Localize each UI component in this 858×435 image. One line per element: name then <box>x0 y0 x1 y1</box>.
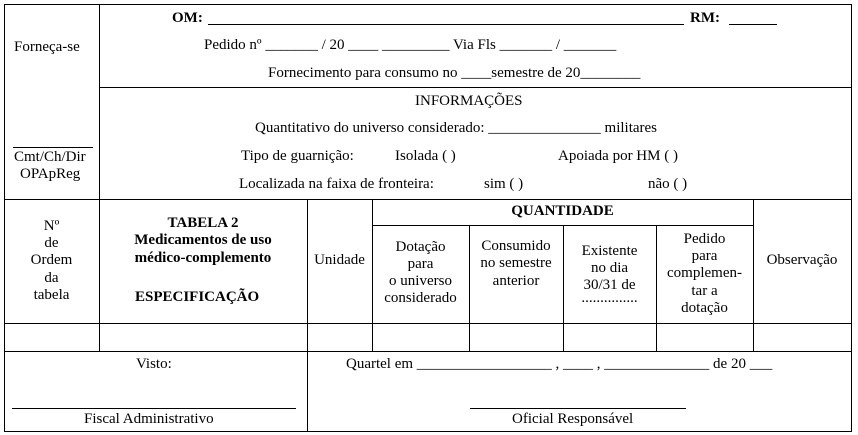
col-dotacao-line: o universo <box>389 273 452 289</box>
informacoes-title: INFORMAÇÕES <box>415 93 523 109</box>
col-ordem-line: tabela <box>33 286 70 303</box>
col-ordem-line: da <box>44 269 59 286</box>
col-pedido-line: Pedido <box>683 230 726 247</box>
apoiada-option: Apoiada por HM ( ) <box>558 148 678 164</box>
tabela-title: TABELA 2 <box>167 215 239 231</box>
col-pedido-line: para <box>691 248 718 265</box>
quantidade-header: QUANTIDADE <box>511 203 614 220</box>
nao-option: não ( ) <box>648 176 688 192</box>
om-line <box>208 24 684 25</box>
fornecimento-line: Fornecimento para consumo no ____semestre de 20________ <box>268 65 641 81</box>
col-pedido-line: tar a <box>691 282 718 299</box>
col-dotacao-header <box>372 235 469 311</box>
especificacao-label: ESPECIFICAÇÃO <box>135 289 260 305</box>
signature-line <box>13 147 93 148</box>
col-consumido-line: Consumido <box>481 238 551 255</box>
col-existente-line: ............... <box>581 290 638 307</box>
col-dotacao-line: para <box>407 255 434 272</box>
oficial-signature-line <box>470 408 686 409</box>
tipo-guarnicao-label: Tipo de guarnição: <box>241 148 354 164</box>
col-consumido-header <box>469 235 563 293</box>
sim-option: sim ( ) <box>484 176 524 192</box>
col-ordem-line: Ordem <box>30 252 73 269</box>
rm-label: RM: <box>690 10 720 26</box>
col-existente-line: 30/31 de <box>583 277 636 294</box>
col-existente-header <box>563 235 656 311</box>
quantitativo-line: Quantitativo do universo considerado: _______________ militares <box>255 120 658 136</box>
col-ordem-header <box>4 214 99 308</box>
pedido-line: Pedido nº _______ / 20 ____ _________ Via Fls _______ / _______ <box>204 37 617 53</box>
oficial-label: Oficial Responsável <box>512 411 634 427</box>
col-existente-line: no dia <box>590 259 629 276</box>
fiscal-label: Fiscal Administrativo <box>84 411 214 427</box>
col-pedido-line: dotação <box>681 299 728 316</box>
col-ordem-line: de <box>44 235 59 252</box>
isolada-option: Isolada ( ) <box>395 148 456 164</box>
tabela-subtitle: Medicamentos de uso <box>134 232 272 249</box>
quartel-line: Quartel em __________________ , ____ , ______________ de 20 ___ <box>346 356 773 372</box>
col-pedido-line: complemen- <box>667 265 742 282</box>
col-dotacao-line: considerado <box>384 290 457 307</box>
rm-line <box>729 24 777 25</box>
col-unidade-header: Unidade <box>314 252 365 269</box>
col-ordem-line: Nº <box>43 217 60 234</box>
col-especificacao-header <box>99 215 307 267</box>
col-observacao-header: Observação <box>766 252 838 269</box>
col-existente-line: Existente <box>581 242 638 259</box>
table-row[interactable] <box>5 324 851 351</box>
om-label: OM: <box>172 10 203 26</box>
opapreg-label: OPApReg <box>20 166 81 182</box>
col-consumido-line: anterior <box>492 272 540 289</box>
cmt-label: Cmt/Ch/Dir <box>14 149 86 165</box>
localizada-label: Localizada na faixa de fronteira: <box>239 176 434 192</box>
col-dotacao-line: Dotação <box>395 238 446 255</box>
col-pedido-header <box>656 228 753 320</box>
visto-label: Visto: <box>136 356 172 372</box>
tabela-subtitle: médico-complemento <box>134 249 272 266</box>
visto-signature-line <box>12 408 296 409</box>
fornecase-label: Forneça-se <box>14 39 80 55</box>
col-consumido-line: no semestre <box>480 255 552 272</box>
